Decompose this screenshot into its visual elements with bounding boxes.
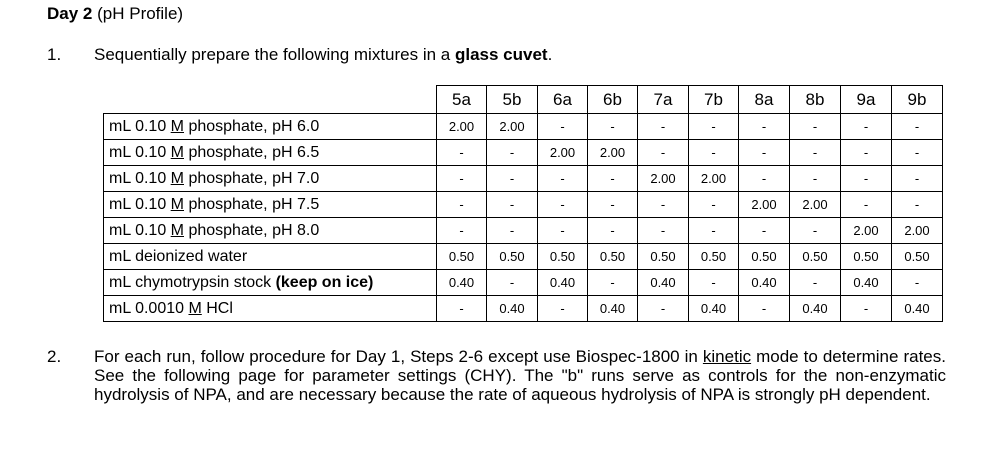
table-cell: 2.00 <box>892 218 943 244</box>
table-cell: 0.50 <box>892 244 943 270</box>
table-cell: 2.00 <box>739 192 790 218</box>
table-cell: 0.40 <box>689 296 739 322</box>
mixture-table <box>103 85 943 322</box>
table-row <box>104 192 943 218</box>
table-row <box>104 218 943 244</box>
table-cell: - <box>892 192 943 218</box>
table-cell: - <box>538 296 588 322</box>
row-label-unit: M <box>170 221 184 239</box>
table-cell: 0.50 <box>437 244 487 270</box>
table-cell: - <box>437 218 487 244</box>
row-label-unit: M <box>170 195 184 213</box>
table-cell: - <box>739 166 790 192</box>
step-2-text-underlined: kinetic <box>702 347 752 366</box>
table-cell: - <box>538 218 588 244</box>
row-label-prefix: mL deionized water <box>109 247 248 265</box>
table-cell: - <box>790 166 841 192</box>
table-cell: - <box>437 192 487 218</box>
row-label-suffix: HCl <box>201 299 233 317</box>
table-cell: - <box>437 140 487 166</box>
table-cell: - <box>790 114 841 140</box>
table-cell: - <box>538 114 588 140</box>
table-cell: 0.50 <box>790 244 841 270</box>
row-label-prefix: mL 0.10 <box>109 169 171 187</box>
table-cell: - <box>487 270 538 296</box>
table-cell: - <box>588 270 638 296</box>
step-2-text <box>94 347 946 404</box>
table-cell: 0.50 <box>588 244 638 270</box>
row-label <box>104 270 437 296</box>
row-label-suffix: phosphate, pH 7.5 <box>184 195 320 213</box>
table-cell: 0.40 <box>892 296 943 322</box>
table-row <box>104 244 943 270</box>
table-cell: 0.40 <box>739 270 790 296</box>
row-label-unit: M <box>170 143 184 161</box>
table-header-row <box>104 86 943 114</box>
row-label-prefix: mL 0.10 <box>109 143 171 161</box>
step-2-number: 2. <box>47 347 62 366</box>
column-header: 5b <box>487 86 538 114</box>
row-label-prefix: mL 0.10 <box>109 195 171 213</box>
table-cell: 0.50 <box>841 244 892 270</box>
table-cell: - <box>892 166 943 192</box>
column-header: 5a <box>437 86 487 114</box>
table-cell: - <box>638 218 689 244</box>
row-label <box>104 166 437 192</box>
row-label <box>104 244 437 270</box>
table-cell: - <box>739 296 790 322</box>
table-cell: 0.40 <box>790 296 841 322</box>
table-cell: - <box>588 218 638 244</box>
step-1-text <box>94 45 552 65</box>
row-label <box>104 218 437 244</box>
table-cell: - <box>689 192 739 218</box>
column-header: 7b <box>689 86 739 114</box>
table-cell: 2.00 <box>638 166 689 192</box>
row-label-suffix: phosphate, pH 6.0 <box>184 117 320 135</box>
step-1-text-before: Sequentially prepare the following mixtures in a <box>94 45 455 64</box>
table-cell: 0.40 <box>538 270 588 296</box>
table-cell: - <box>638 296 689 322</box>
row-label-unit: M <box>170 117 184 135</box>
table-cell: - <box>790 218 841 244</box>
table-cell: - <box>437 166 487 192</box>
table-cell: - <box>638 114 689 140</box>
table-row <box>104 296 943 322</box>
row-label <box>104 296 437 322</box>
row-label-suffix: phosphate, pH 8.0 <box>184 221 320 239</box>
table-cell: 0.50 <box>689 244 739 270</box>
table-row <box>104 140 943 166</box>
column-header: 7a <box>638 86 689 114</box>
table-cell: - <box>538 192 588 218</box>
column-header: 6a <box>538 86 588 114</box>
step-1-text-bold: glass cuvet <box>454 45 548 64</box>
table-cell: 2.00 <box>538 140 588 166</box>
table-cell: 0.50 <box>638 244 689 270</box>
table-cell: - <box>487 166 538 192</box>
step-1-number: 1. <box>47 45 62 64</box>
column-header: 8a <box>739 86 790 114</box>
table-cell: - <box>841 296 892 322</box>
table-cell: - <box>790 140 841 166</box>
row-label-suffix: phosphate, pH 7.0 <box>184 169 320 187</box>
table-cell: 0.50 <box>739 244 790 270</box>
table-row <box>104 114 943 140</box>
table-cell: 0.40 <box>841 270 892 296</box>
page-title <box>47 4 183 24</box>
day-label: Day 2 <box>47 4 93 23</box>
step-1-text-after: . <box>547 45 553 64</box>
step-2-text-after: mode to determine rates. See the following page for parameter settings (CHY). The "b" runs serve as controls for the non-enzymatic hydrolysis of NPA, and are necessary because the rate of aqueous hydrolysis of NPA is strongly pH dependent. <box>94 347 946 404</box>
row-label-unit: M <box>188 299 202 317</box>
table-cell: - <box>638 140 689 166</box>
row-label-unit: M <box>170 169 184 187</box>
row-label-bold: (keep on ice) <box>275 273 374 291</box>
table-cell: - <box>841 114 892 140</box>
table-row <box>104 166 943 192</box>
table-cell: - <box>739 140 790 166</box>
row-label <box>104 114 437 140</box>
table-cell: - <box>841 166 892 192</box>
row-label <box>104 140 437 166</box>
table-cell: 2.00 <box>689 166 739 192</box>
table-cell: - <box>487 192 538 218</box>
table-cell: - <box>638 192 689 218</box>
table-cell: 2.00 <box>437 114 487 140</box>
row-label-prefix: mL 0.0010 <box>109 299 189 317</box>
table-cell: - <box>538 166 588 192</box>
table-row <box>104 270 943 296</box>
day-subtitle: (pH Profile) <box>97 4 184 23</box>
table-cell: 0.40 <box>588 296 638 322</box>
table-cell: 0.40 <box>437 270 487 296</box>
table-cell: 0.50 <box>487 244 538 270</box>
row-label-prefix: mL chymotrypsin stock <box>109 273 276 291</box>
table-cell: - <box>689 114 739 140</box>
table-cell: - <box>437 296 487 322</box>
column-header: 9b <box>892 86 943 114</box>
column-header: 8b <box>790 86 841 114</box>
table-cell: - <box>689 218 739 244</box>
table-cell: - <box>841 192 892 218</box>
row-label-prefix: mL 0.10 <box>109 221 171 239</box>
row-label <box>104 192 437 218</box>
table-cell: - <box>892 270 943 296</box>
table-cell: 2.00 <box>790 192 841 218</box>
table-cell: - <box>739 114 790 140</box>
table-cell: - <box>841 140 892 166</box>
column-header: 6b <box>588 86 638 114</box>
table-cell: 0.40 <box>487 296 538 322</box>
table-corner-cell <box>104 86 437 114</box>
table-cell: 0.50 <box>538 244 588 270</box>
table-cell: - <box>588 192 638 218</box>
row-label-prefix: mL 0.10 <box>109 117 171 135</box>
step-2-text-before: For each run, follow procedure for Day 1, Steps 2-6 except use Biospec-1800 in <box>94 347 703 366</box>
table-cell: - <box>790 270 841 296</box>
table-cell: - <box>892 114 943 140</box>
table-cell: 2.00 <box>487 114 538 140</box>
row-label-suffix: phosphate, pH 6.5 <box>184 143 320 161</box>
table-cell: - <box>739 218 790 244</box>
table-cell: - <box>588 166 638 192</box>
table-cell: - <box>487 140 538 166</box>
table-cell: 2.00 <box>588 140 638 166</box>
table-cell: - <box>588 114 638 140</box>
table-cell: 2.00 <box>841 218 892 244</box>
table-cell: - <box>892 140 943 166</box>
table-cell: - <box>487 218 538 244</box>
column-header: 9a <box>841 86 892 114</box>
table-cell: - <box>689 270 739 296</box>
table-cell: 0.40 <box>638 270 689 296</box>
table-cell: - <box>689 140 739 166</box>
